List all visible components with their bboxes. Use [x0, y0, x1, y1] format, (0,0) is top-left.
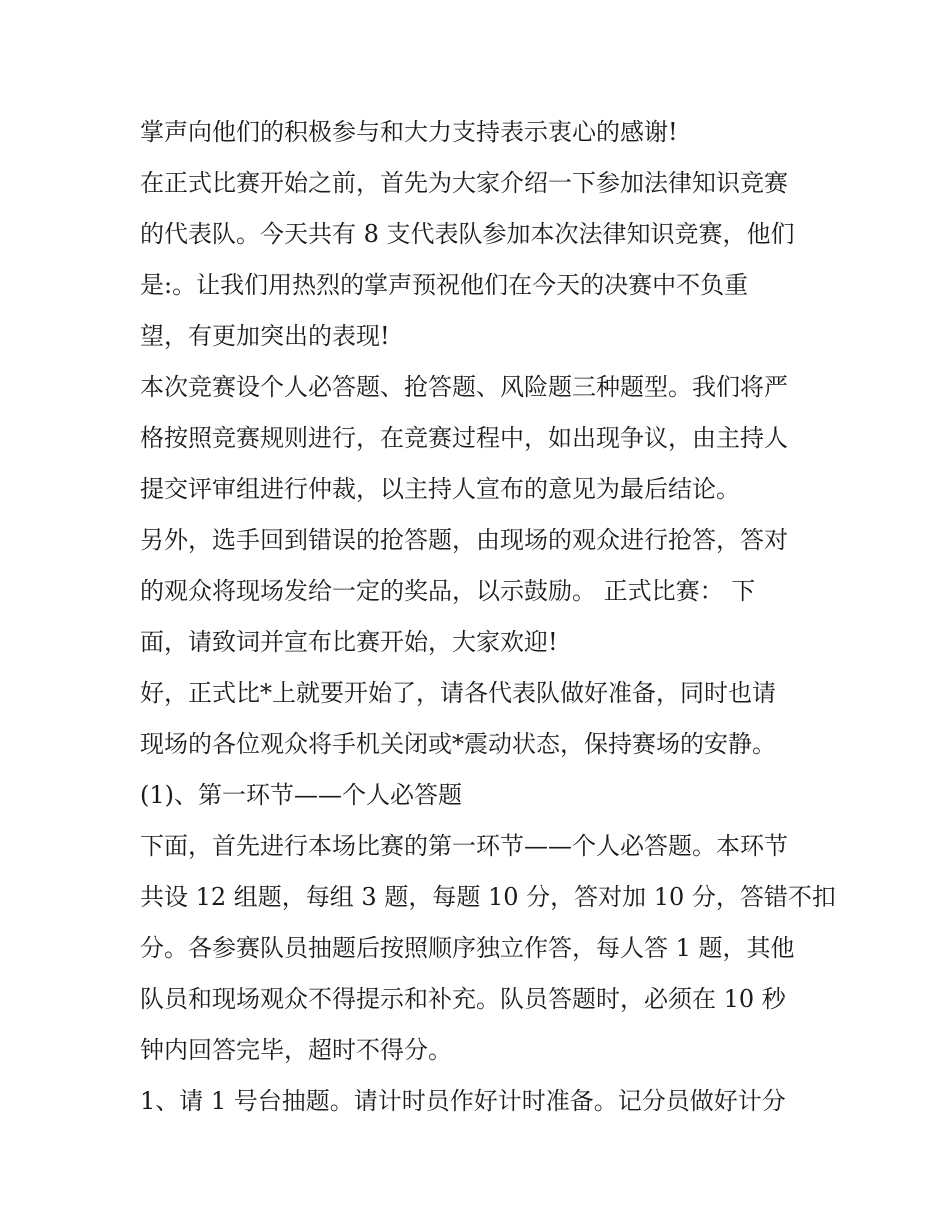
text-line-1: 掌声向他们的积极参与和大力支持表示衷心的感谢!	[140, 118, 678, 146]
text-line-20: 1、请 1 号台抽题。请计时员作好计时准备。记分员做好计分	[140, 1087, 786, 1115]
text-line-5: 望，有更加突出的表现!	[140, 322, 390, 350]
text-line-10: 的观众将现场发给一定的奖品，以示鼓励。 正式比赛： 下	[140, 577, 756, 605]
text-line-3: 的代表队。今天共有 8 支代表队参加本次法律知识竞赛，他们	[140, 220, 795, 248]
text-line-15: 下面，首先进行本场比赛的第一环节——个人必答题。本环节	[140, 832, 788, 860]
text-line-8: 提交评审组进行仲裁，以主持人宣布的意见为最后结论。	[140, 475, 740, 503]
text-line-16: 共设 12 组题，每组 3 题，每题 10 分，答对加 10 分，答错不扣	[140, 883, 836, 911]
text-line-19: 钟内回答完毕，超时不得分。	[140, 1036, 452, 1064]
text-line-18: 队员和现场观众不得提示和补充。队员答题时，必须在 10 秒	[140, 985, 786, 1013]
text-line-4: 是:。让我们用热烈的掌声预祝他们在今天的决赛中不负重	[140, 271, 749, 299]
text-line-12: 好，正式比*上就要开始了，请各代表队做好准备，同时也请	[140, 679, 776, 707]
text-line-2: 在正式比赛开始之前，首先为大家介绍一下参加法律知识竞赛	[140, 169, 788, 197]
section-heading: (1)、第一环节——个人必答题	[140, 781, 462, 809]
text-line-17: 分。各参赛队员抽题后按照顺序独立作答，每人答 1 题，其他	[140, 934, 795, 962]
text-line-6: 本次竞赛设个人必答题、抢答题、风险题三种题型。我们将严	[140, 373, 788, 401]
text-line-7: 格按照竞赛规则进行，在竞赛过程中，如出现争议，由主持人	[140, 424, 788, 452]
text-line-11: 面，请致词并宣布比赛开始，大家欢迎!	[140, 628, 558, 656]
document-body	[140, 107, 836, 1127]
text-line-9: 另外，选手回到错误的抢答题，由现场的观众进行抢答，答对	[140, 526, 788, 554]
text-line-13: 现场的各位观众将手机关闭或*震动状态，保持赛场的安静。	[140, 730, 776, 758]
